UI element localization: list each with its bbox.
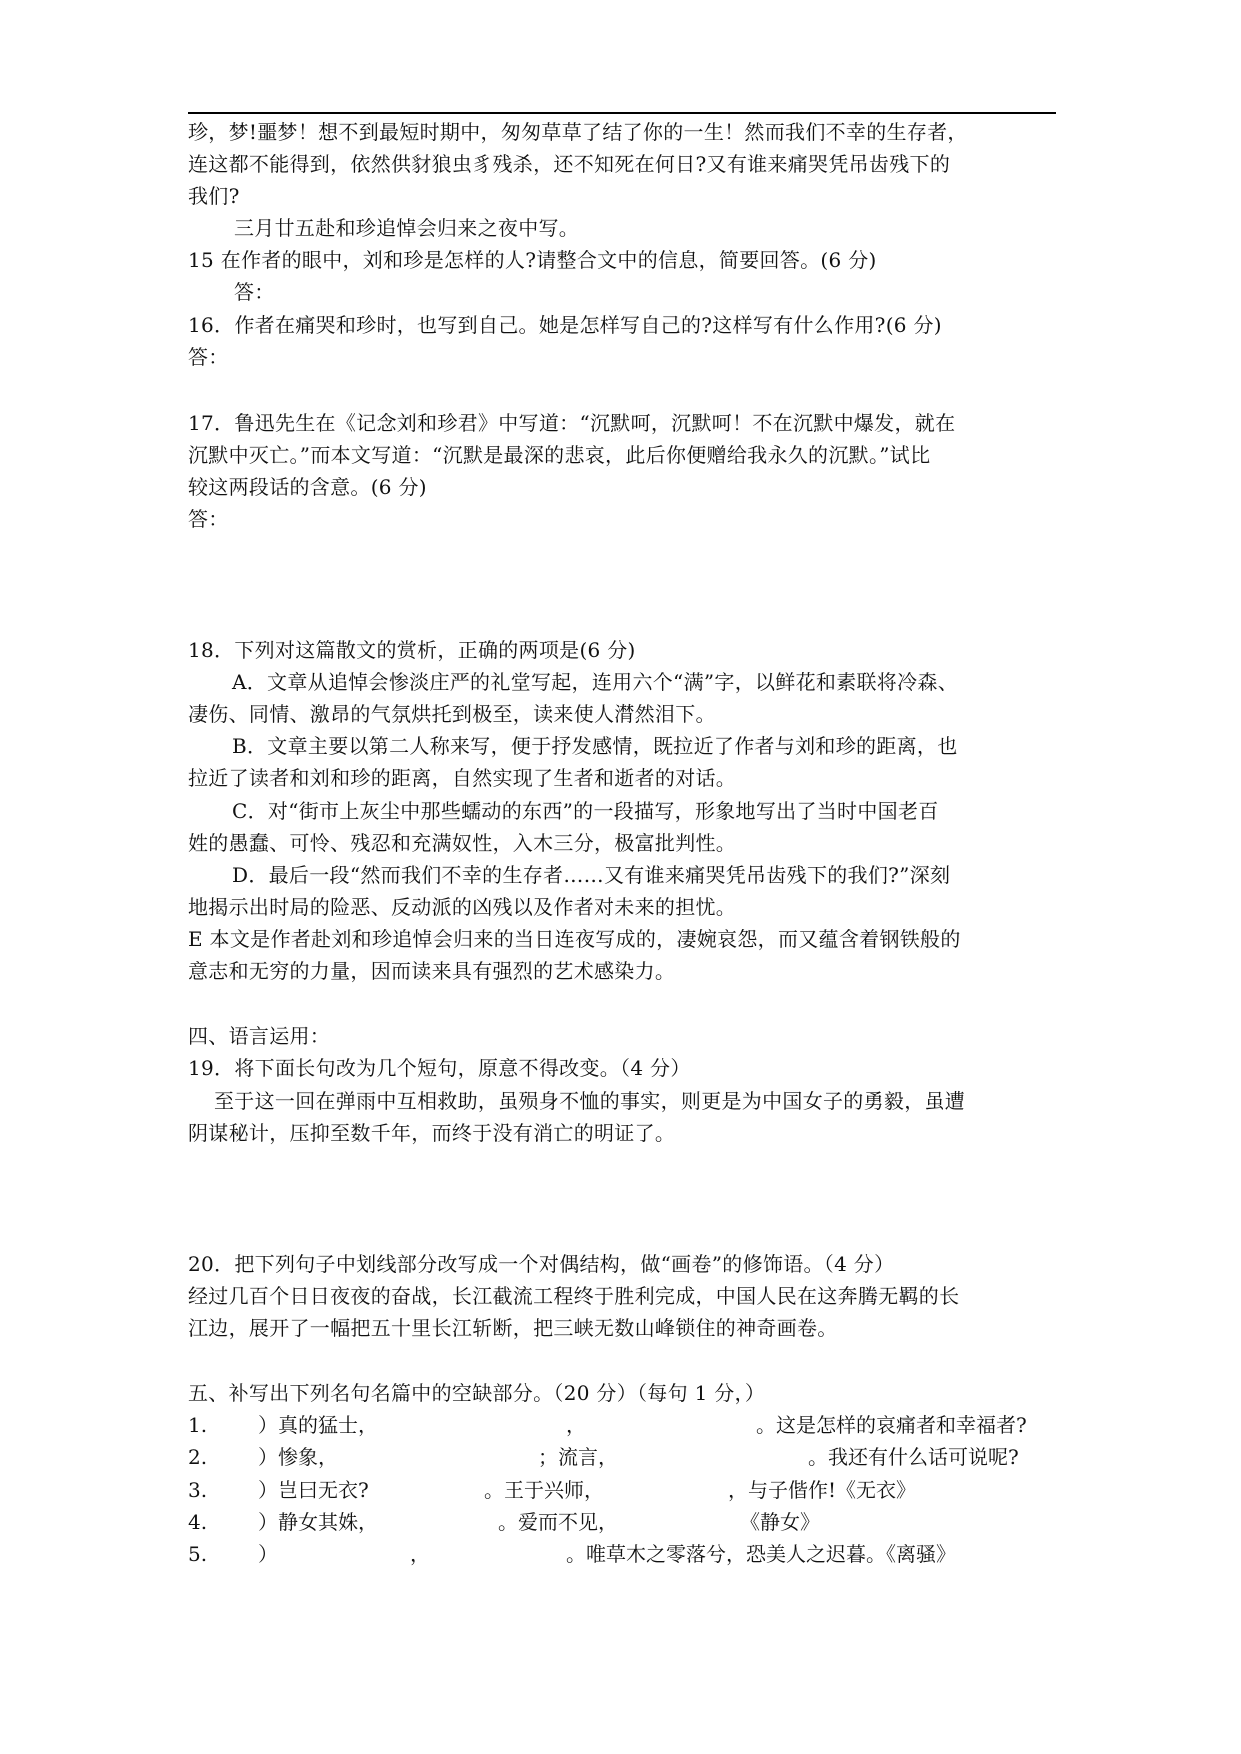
q20-sentence-line-1: 经过几百个日日夜夜的奋战，长江截流工程终于胜利完成，中国人民在这奔腾无羁的长 [188, 1284, 960, 1308]
fill-item-4-part-3: 《静女》 [740, 1510, 820, 1534]
fill-item-5-part-2: ， [410, 1542, 430, 1566]
option-e-line-1: E 本文是作者赴刘和珍追悼会归来的当日连夜写成的，凄婉哀怨，而又蕴含着钢铁般的 [188, 927, 961, 951]
fill-item-3-part-2: 。王于兴师， [484, 1478, 604, 1502]
header-rule [188, 112, 1056, 114]
question-16: 16．作者在痛哭和珍时，也写到自己。她是怎样写自己的?这样写有什么作用?(6 分) [188, 313, 942, 337]
fill-item-4-part-1: ）静女其姝， [258, 1510, 378, 1534]
option-e-line-2: 意志和无穷的力量，因而读来具有强烈的艺术感染力。 [188, 959, 676, 983]
fill-item-1-part-2: ， [566, 1413, 586, 1437]
answer-label-15: 答： [234, 280, 275, 304]
fill-item-1-part-1: ）真的猛士， [258, 1413, 378, 1437]
passage-signature: 三月廿五赴和珍追悼会归来之夜中写。 [234, 216, 580, 240]
section-4-heading: 四、语言运用： [188, 1024, 331, 1048]
answer-label-17: 答： [188, 507, 229, 531]
option-b-line-2: 拉近了读者和刘和珍的距离，自然实现了生者和逝者的对话。 [188, 766, 737, 790]
fill-item-3-part-1: ）岂曰无衣? [258, 1478, 369, 1502]
fill-item-2-number: 2. [188, 1445, 208, 1469]
fill-item-2-part-3: 。我还有什么话可说呢? [808, 1445, 1019, 1469]
option-b-line-1: B．文章主要以第二人称来写，便于抒发感情，既拉近了作者与刘和珍的距离，也 [232, 734, 958, 758]
question-15: 15 在作者的眼中，刘和珍是怎样的人?请整合文中的信息，简要回答。(6 分) [188, 248, 877, 272]
question-17-line-1: 17．鲁迅先生在《记念刘和珍君》中写道：“沉默呵，沉默呵！不在沉默中爆发，就在 [188, 411, 956, 435]
fill-item-5-part-1: ） [258, 1542, 278, 1566]
option-a-line-2: 凄伤、同情、激昂的气氛烘托到极至，读来使人潸然泪下。 [188, 702, 716, 726]
passage-line-3: 我们? [188, 184, 240, 208]
q19-sentence-line-2: 阴谋秘计，压抑至数千年，而终于没有消亡的明证了。 [188, 1121, 676, 1145]
q20-sentence-line-2: 江边，展开了一幅把五十里长江斩断，把三峡无数山峰锁住的神奇画卷。 [188, 1316, 838, 1340]
q19-sentence-line-1: 至于这一回在弹雨中互相救助，虽殒身不恤的事实，则更是为中国女子的勇毅，虽遭 [214, 1089, 966, 1113]
question-19: 19．将下面长句改为几个短句，原意不得改变。（4 分） [188, 1056, 691, 1080]
fill-item-3-number: 3. [188, 1478, 208, 1502]
passage-line-2: 连这都不能得到，依然供豺狼虫豸残杀，还不知死在何日?又有谁来痛哭凭吊齿残下的 [188, 152, 951, 176]
question-20: 20．把下列句子中划线部分改写成一个对偶结构，做“画卷”的修饰语。（4 分） [188, 1252, 895, 1276]
fill-item-2-part-2: ；流言， [538, 1445, 618, 1469]
fill-item-4-number: 4. [188, 1510, 208, 1534]
option-a-line-1: A．文章从追悼会惨淡庄严的礼堂写起，连用六个“满”字，以鲜花和素联将冷森、 [232, 670, 958, 694]
fill-item-3-part-3: ，与子偕作!《无衣》 [728, 1478, 917, 1502]
fill-item-4-part-2: 。爱而不见， [498, 1510, 618, 1534]
option-c-line-2: 姓的愚蠢、可怜、残忍和充满奴性，入木三分，极富批判性。 [188, 831, 737, 855]
option-c-line-1: C．对“街市上灰尘中那些蠕动的东西”的一段描写，形象地写出了当时中国老百 [232, 799, 939, 823]
fill-item-5-part-3: 。唯草木之零落兮，恐美人之迟暮。《离骚》 [566, 1542, 956, 1566]
question-17-line-3: 较这两段话的含意。(6 分) [188, 475, 427, 499]
fill-item-2-part-1: ）惨象， [258, 1445, 338, 1469]
fill-item-5-number: 5. [188, 1542, 208, 1566]
passage-line-1: 珍，梦!噩梦！想不到最短时期中，匆匆草草了结了你的一生！然而我们不幸的生存者， [188, 120, 968, 144]
question-18: 18．下列对这篇散文的赏析，正确的两项是(6 分) [188, 638, 636, 662]
section-5-heading: 五、补写出下列名句名篇中的空缺部分。（20 分）（每句 1 分，） [188, 1381, 766, 1405]
answer-label-16: 答： [188, 345, 229, 369]
option-d-line-1: D．最后一段“然而我们不幸的生存者……又有谁来痛哭凭吊齿残下的我们?”深刻 [232, 863, 951, 887]
fill-item-1-number: 1. [188, 1413, 208, 1437]
question-17-line-2: 沉默中灭亡。”而本文写道：“沉默是最深的悲哀，此后你便赠给我永久的沉默。”试比 [188, 443, 931, 467]
option-d-line-2: 地揭示出时局的险恶、反动派的凶残以及作者对未来的担忧。 [188, 895, 737, 919]
fill-item-1-part-3: 。这是怎样的哀痛者和幸福者? [756, 1413, 1027, 1437]
